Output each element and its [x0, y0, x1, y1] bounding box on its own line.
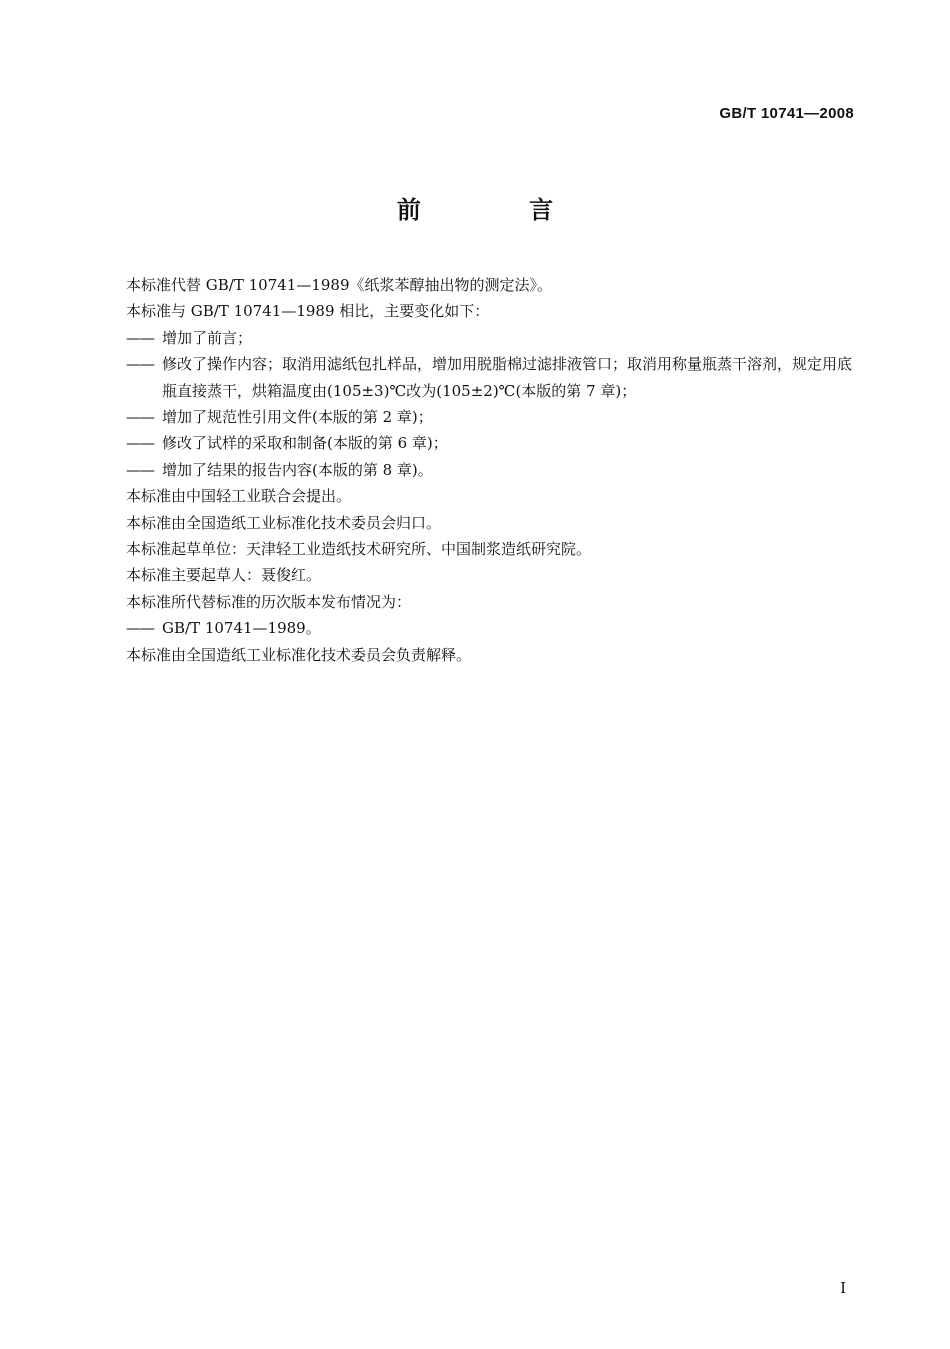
list-item-text: 增加了规范性引用文件(本版的第 2 章)； [162, 408, 433, 427]
dash-mark: —— [126, 434, 154, 453]
paragraph-centralized-by: 本标准由全国造纸工业标准化技术委员会归口。 [126, 513, 442, 532]
list-item-text: 修改了操作内容；取消用滤纸包扎样品，增加用脱脂棉过滤排液管口；取消用称量瓶蒸干溶剂，规定用底瓶直接蒸干，烘箱温度由(105±3)℃改为(105±2)℃(本版的第 7 章)； [162, 355, 853, 400]
paragraph-interpretation: 本标准由全国造纸工业标准化技术委员会负责解释。 [126, 645, 472, 664]
paragraph-history-intro: 本标准所代替标准的历次版本发布情况为： [126, 592, 412, 611]
list-item-text: 增加了结果的报告内容(本版的第 8 章)。 [162, 460, 433, 479]
list-item [126, 404, 861, 430]
paragraph-replaces: 本标准代替 GB/T 10741—1989《纸浆苯醇抽出物的测定法》。 [126, 276, 552, 294]
list-item [126, 430, 861, 456]
list-item-text: 增加了前言； [162, 328, 253, 347]
preface-body [126, 272, 861, 668]
dash-mark: —— [126, 328, 154, 347]
dash-mark: —— [126, 408, 154, 427]
page-number: I [840, 1279, 846, 1297]
list-item-text: 修改了试样的采取和制备(本版的第 6 章)； [162, 434, 448, 453]
history-item-text: GB/T 10741—1989。 [162, 619, 321, 638]
dash-mark: —— [126, 460, 154, 479]
dash-mark: —— [126, 619, 154, 638]
history-item [126, 615, 861, 641]
list-item [126, 325, 861, 351]
paragraph-changes-intro: 本标准与 GB/T 10741—1989 相比，主要变化如下： [126, 302, 490, 321]
paragraph-proposed-by: 本标准由中国轻工业联合会提出。 [126, 487, 352, 506]
dash-mark: —— [126, 355, 154, 374]
list-item [126, 351, 861, 404]
paragraph-drafters: 本标准主要起草人：聂俊红。 [126, 566, 322, 585]
document-number: GB/T 10741—2008 [719, 105, 854, 122]
paragraph-drafting-units: 本标准起草单位：天津轻工业造纸技术研究所、中国制浆造纸研究院。 [126, 540, 592, 559]
page-title: 前 言 [396, 196, 604, 224]
list-item [126, 457, 861, 483]
